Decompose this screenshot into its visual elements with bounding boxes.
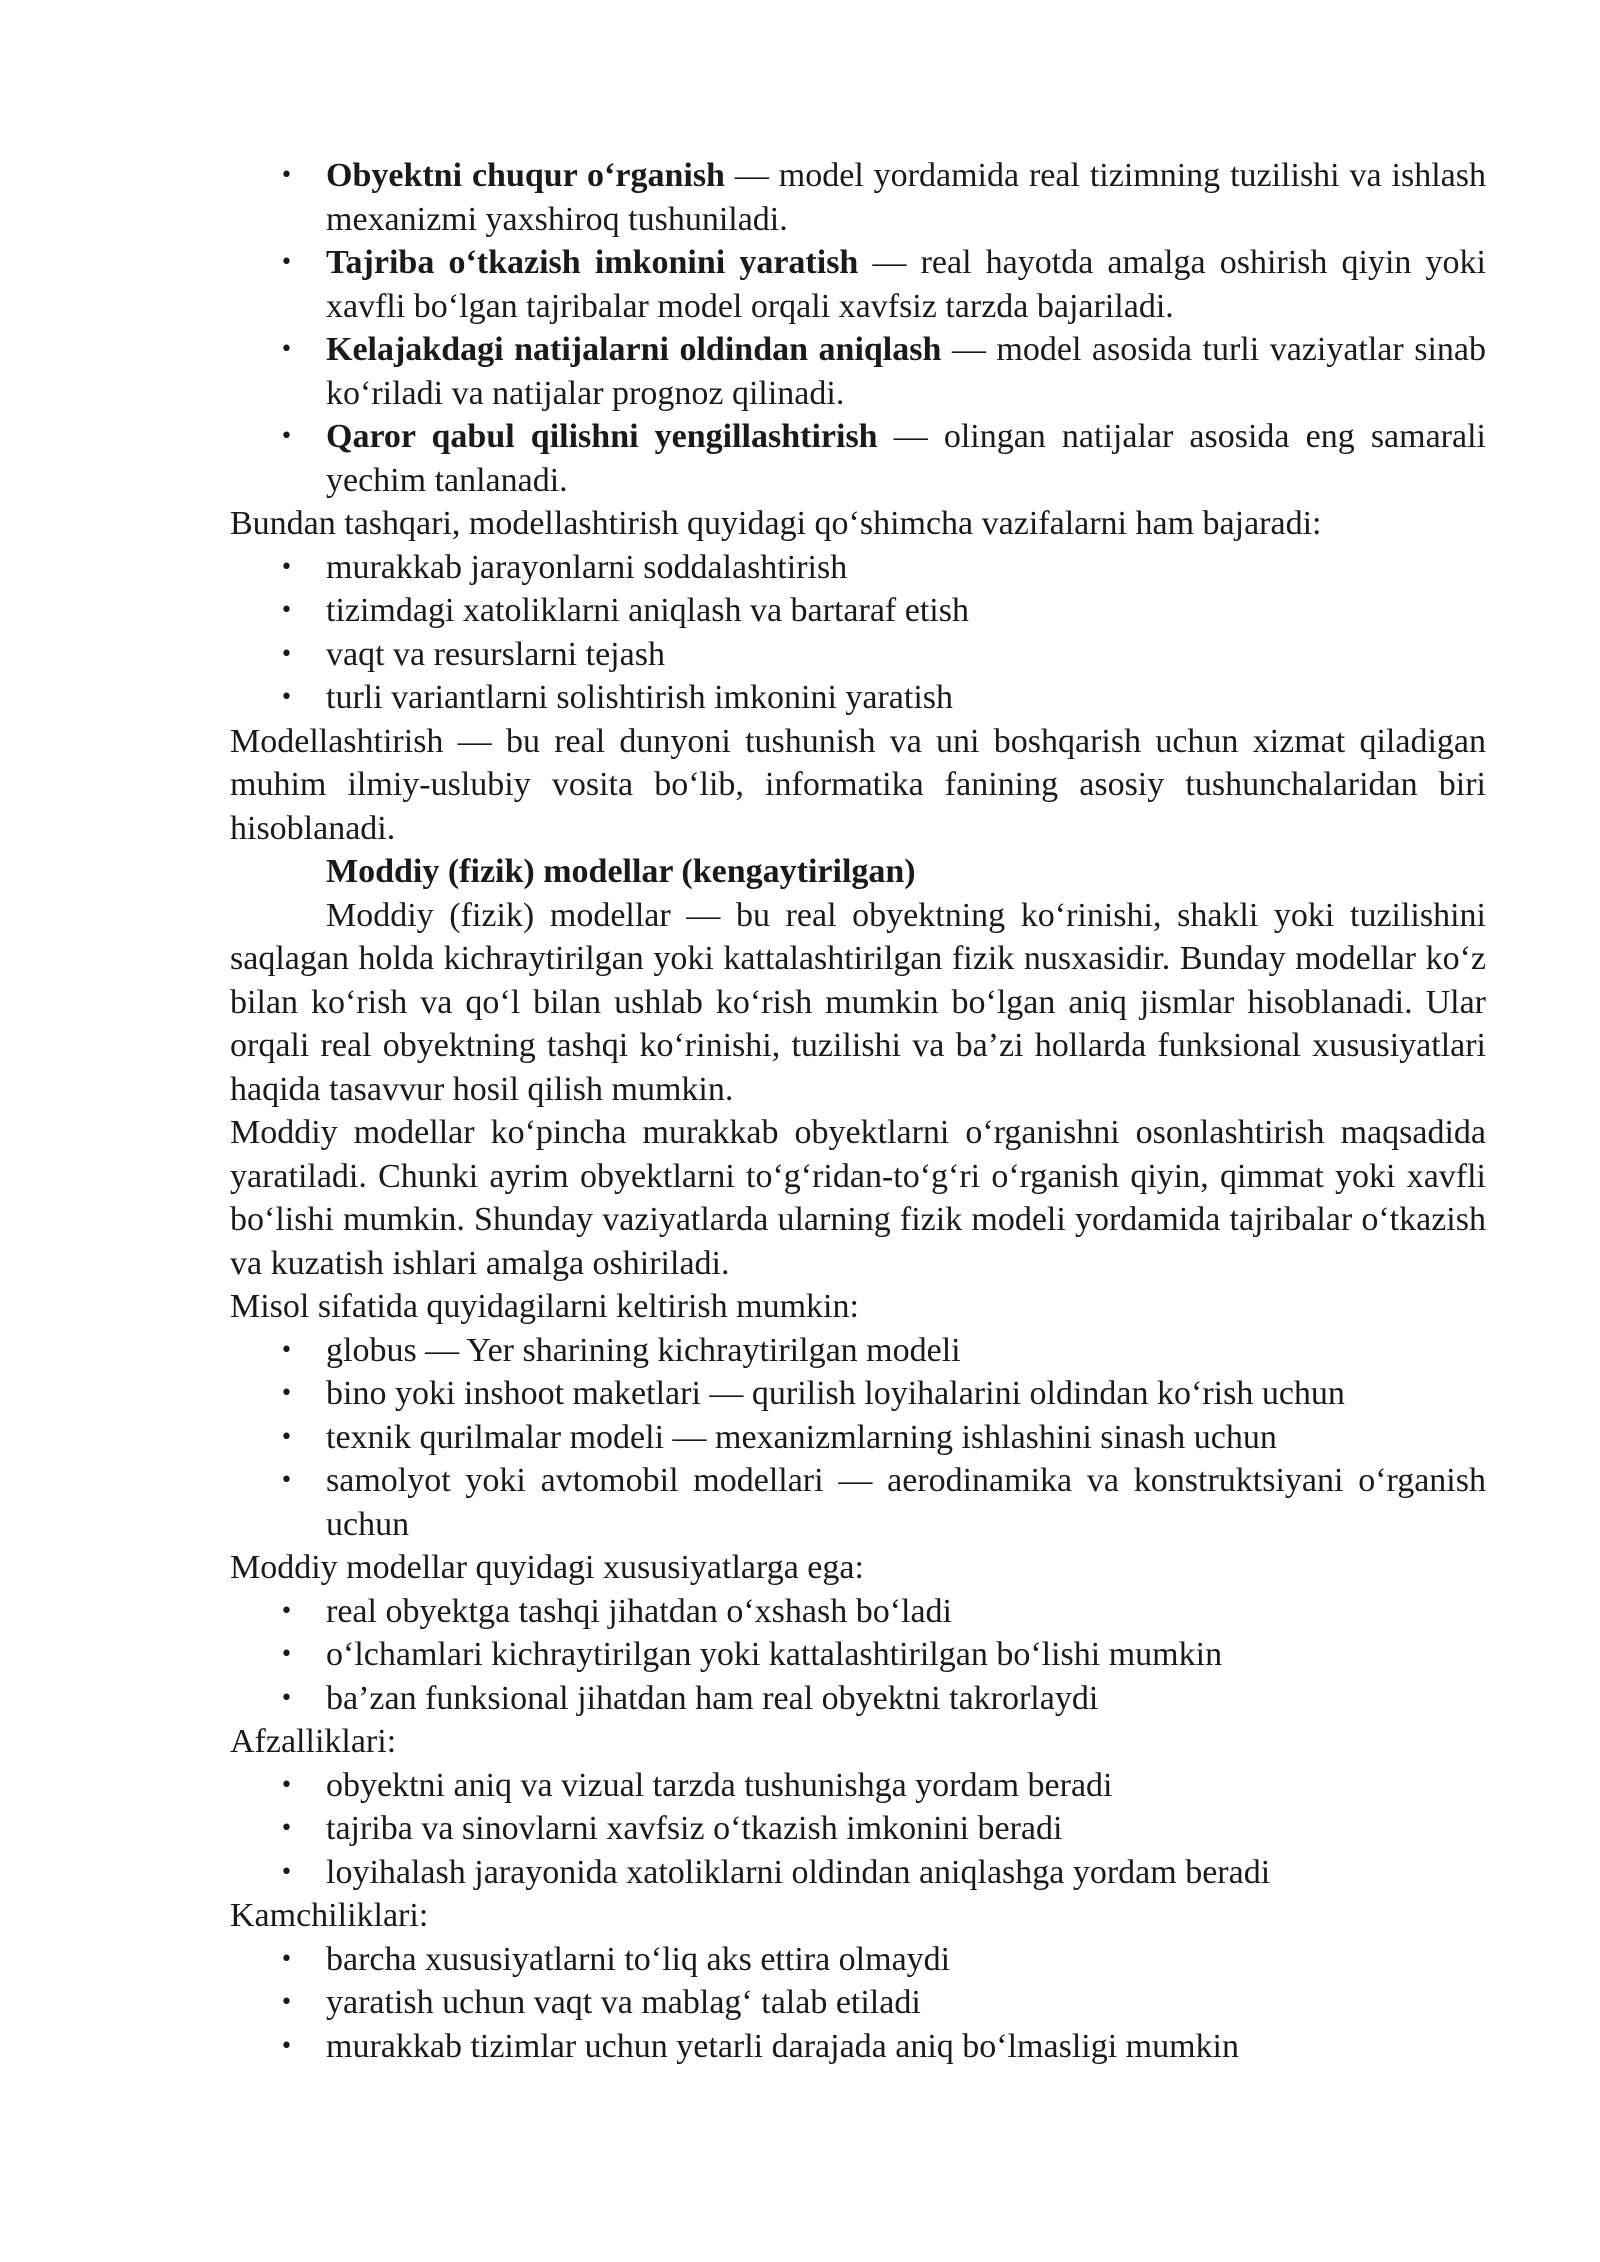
list-item xyxy=(230,1416,1486,1460)
paragraph-purpose: Moddiy modellar ko‘pincha murakkab obyektlarni o‘rganishni osonlashtirish maqsadida yaratiladi. Chunki ayrim obyektlarni to‘g‘ridan-to‘g‘ri o‘rganish qiyin, qimmat yoki xavfli bo‘lishi mumkin. Shunday vaziyatlarda ularning fizik modeli yordamida tajribalar o‘tkazish va kuzatish ishlari amalga oshiriladi. xyxy=(230,1114,1486,1282)
disadvantages-list xyxy=(230,1938,1486,2069)
list-item xyxy=(230,1938,1486,1982)
list-item-text: samolyot yoki avtomobil modellari — aerodinamika va konstruktsiyani o‘rganish uchun xyxy=(326,1462,1486,1543)
label-disadvantages: Kamchiliklari: xyxy=(230,1897,429,1934)
list-item xyxy=(230,1329,1486,1373)
list-item xyxy=(230,676,1486,720)
list-item-term: Tajriba o‘tkazish imkonini yaratish xyxy=(326,244,859,281)
list-item-text: murakkab tizimlar uchun yetarli darajada aniq bo‘lmasligi mumkin xyxy=(326,2027,1240,2065)
list-item xyxy=(230,241,1486,328)
paragraph-conclusion: Modellashtirish — bu real dunyoni tushunish va uni boshqarish uchun xizmat qiladigan muhim ilmiy-uslubiy vosita bo‘lib, informatika fanining asosiy tushunchalaridan biri hisoblanadi. xyxy=(230,722,1486,847)
bullet-icon: • xyxy=(280,685,293,710)
list-item-text: turli variantlarni solishtirish imkonini yaratish xyxy=(326,679,954,716)
list-item-text: murakkab jarayonlarni soddalashtirish xyxy=(326,548,848,586)
paragraph-examples: Misol sifatida quyidagilarni keltirish mumkin: xyxy=(230,1288,859,1325)
bullet-icon: • xyxy=(280,163,293,188)
list-item xyxy=(230,1981,1486,2025)
list-item xyxy=(230,1459,1486,1546)
list-item-text: o‘lchamlari kichraytirilgan yoki kattalashtirilgan bo‘lishi mumkin xyxy=(326,1636,1223,1673)
list-item xyxy=(230,1851,1486,1895)
advantages-list xyxy=(230,1764,1486,1895)
list-item-text: obyektni aniq va vizual tarzda tushunishga yordam beradi xyxy=(326,1766,1113,1804)
list-item-text: bino yoki inshoot maketlari — qurilish loyihalarini oldindan ko‘rish uchun xyxy=(326,1375,1345,1412)
properties-list xyxy=(230,1590,1486,1721)
bullet-icon: • xyxy=(280,1685,293,1711)
list-item-text: barcha xususiyatlarni to‘liq aks ettira olmaydi xyxy=(326,1940,951,1978)
bullet-icon: • xyxy=(280,250,293,275)
list-item-text: tizimdagi xatoliklarni aniqlash va bartaraf etish xyxy=(326,592,969,629)
list-item-text: yaratish uchun vaqt va mablag‘ talab etiladi xyxy=(326,1984,921,2021)
list-item-text: ba’zan funksional jihatdan ham real obyektni takrorlaydi xyxy=(326,1679,1099,1717)
bullet-icon: • xyxy=(280,598,293,623)
bullet-icon: • xyxy=(280,1642,293,1667)
bullet-icon: • xyxy=(280,1424,293,1450)
paragraph-definition: Moddiy (fizik) modellar — bu real obyektning ko‘rinishi, shakli yoki tuzilishini saqlagan holda kichraytirilgan yoki kattalashtirilgan fizik nusxasidir. Bunday modellar ko‘z bilan ko‘rish va qo‘l bilan ushlab ko‘rish mumkin bo‘lgan aniq jismlar hisoblanadi. Ular orqali real obyektning tashqi ko‘rinishi, tuzilishi va ba’zi hollarda funksional xususiyatlari haqida tasavvur hosil qilish mumkin. xyxy=(230,896,1486,1108)
list-item xyxy=(230,633,1486,677)
bullet-icon: • xyxy=(280,1337,293,1363)
bullet-icon: • xyxy=(280,1946,293,1972)
bullet-icon: • xyxy=(280,1381,293,1406)
bullet-icon: • xyxy=(280,554,293,580)
label-advantages: Afzalliklari: xyxy=(230,1723,397,1760)
examples-list xyxy=(230,1329,1486,1547)
list-item-term: Qaror qabul qilishni yengillashtirish xyxy=(326,418,878,455)
list-item-desc: — real hayotda amalga oshirish qiyin yoki xavfli bo‘lgan tajribalar model orqali xavfsiz tarzda bajariladi. xyxy=(326,244,1487,325)
list-item-term: Kelajakdagi natijalarni oldindan aniqlash xyxy=(326,331,942,368)
document-page xyxy=(230,154,1486,2068)
list-item xyxy=(230,1633,1486,1677)
bullet-icon: • xyxy=(280,1468,293,1493)
bullet-icon: • xyxy=(280,424,293,449)
bullet-icon: • xyxy=(280,1816,293,1841)
list-item xyxy=(230,415,1486,502)
list-item-text: texnik qurilmalar modeli — mexanizmlarning ishlashini sinash uchun xyxy=(326,1418,1277,1456)
list-item-text: loyihalash jarayonida xatoliklarni oldindan aniqlashga yordam beradi xyxy=(326,1853,1271,1891)
list-item-term: Obyektni chuqur o‘rganish xyxy=(326,157,725,194)
list-item-desc: — olingan natijalar asosida eng samarali yechim tanlanadi. xyxy=(326,418,1486,499)
bullet-icon: • xyxy=(280,337,293,362)
section-heading: Moddiy (fizik) modellar (kengaytirilgan) xyxy=(326,853,916,890)
list-item-text: globus — Yer sharining kichraytirilgan modeli xyxy=(326,1331,961,1369)
list-item-desc: — model asosida turli vaziyatlar sinab ko‘riladi va natijalar prognoz qilinadi. xyxy=(326,331,1487,412)
list-item xyxy=(230,1372,1486,1416)
bullet-icon: • xyxy=(280,1772,293,1798)
list-item xyxy=(230,2025,1486,2069)
paragraph-additional: Bundan tashqari, modellashtirish quyidagi qo‘shimcha vazifalarni ham bajaradi: xyxy=(230,505,1322,542)
paragraph-properties: Moddiy modellar quyidagi xususiyatlarga ega: xyxy=(230,1549,864,1586)
functions-list xyxy=(230,154,1486,502)
bullet-icon: • xyxy=(280,1990,293,2015)
bullet-icon: • xyxy=(280,641,293,667)
list-item xyxy=(230,154,1486,241)
additional-tasks-list xyxy=(230,546,1486,720)
list-item-text: tajriba va sinovlarni xavfsiz o‘tkazish imkonini beradi xyxy=(326,1810,1063,1847)
list-item xyxy=(230,328,1486,415)
list-item xyxy=(230,1807,1486,1851)
list-item xyxy=(230,1590,1486,1634)
list-item xyxy=(230,1677,1486,1721)
bullet-icon: • xyxy=(280,1598,293,1624)
list-item xyxy=(230,589,1486,633)
bullet-icon: • xyxy=(280,2033,293,2059)
bullet-icon: • xyxy=(280,1859,293,1885)
list-item xyxy=(230,1764,1486,1808)
list-item-text: vaqt va resurslarni tejash xyxy=(326,635,665,673)
list-item-desc: — model yordamida real tizimning tuzilishi va ishlash mexanizmi yaxshiroq tushuniladi. xyxy=(326,157,1486,238)
list-item xyxy=(230,546,1486,590)
list-item-text: real obyektga tashqi jihatdan o‘xshash bo‘ladi xyxy=(326,1592,952,1630)
